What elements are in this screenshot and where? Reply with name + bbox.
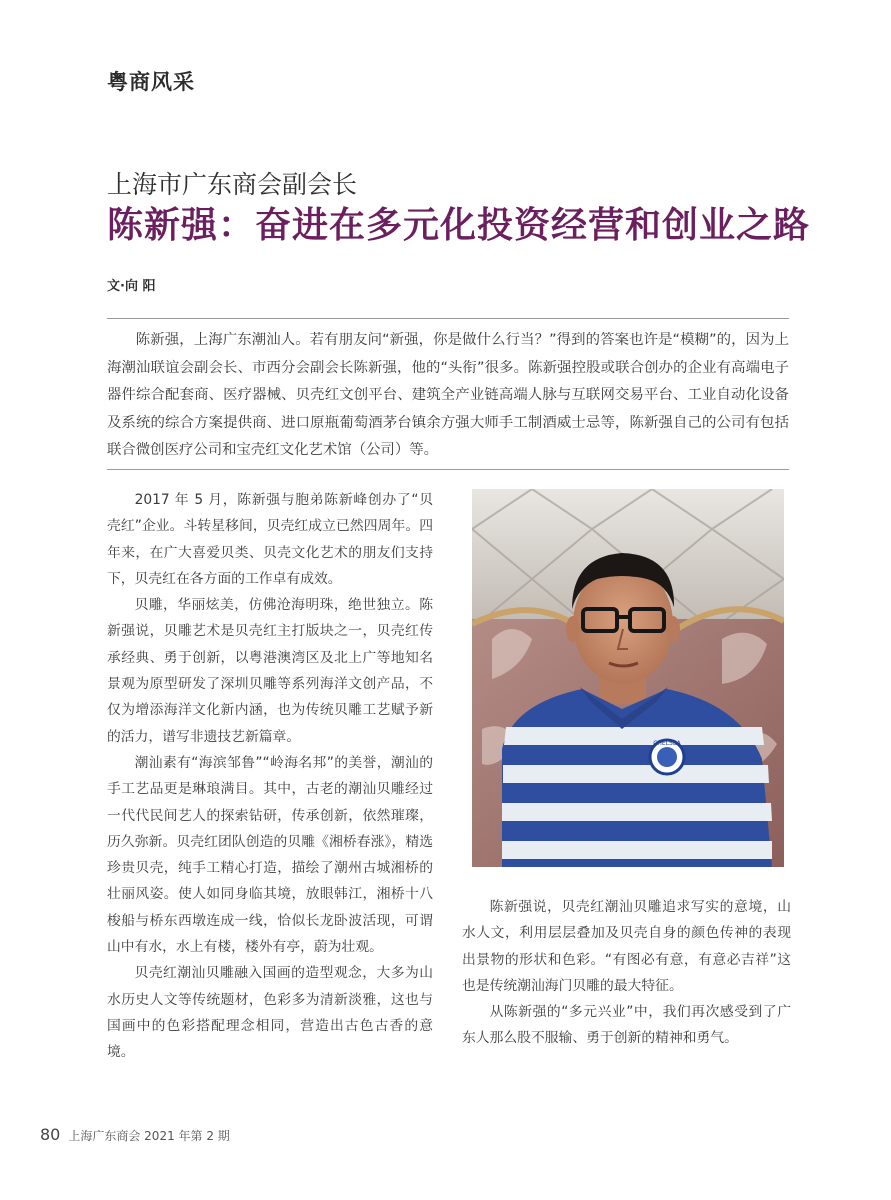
body-paragraph: 贝雕，华丽炫美，仿佛沧海明珠，绝世独立。陈新强说，贝雕艺术是贝壳红主打版块之一，贝壳红传承经典、勇于创新，以粤港澳湾区及北上广等地知名景观为原型研发了深圳贝雕等系列海洋文创产品，不仅为增添海洋文化新内涵，也为传统贝雕工艺赋予新的活力，谱写非遗技艺新篇章。: [107, 597, 433, 745]
article-subtitle: 上海市广东商会副会长: [107, 170, 358, 199]
portrait-photo: [472, 489, 784, 867]
intro-bottom-rule: [107, 469, 789, 470]
body-paragraph: 潮汕素有“海滨邹鲁”“岭海名邦”的美誉，潮汕的手工艺品更是琳琅满目。其中，古老的潮汕贝雕经过一代代民间艺人的探索钻研，传承创新，依然璀璨，历久弥新。贝壳红团队创造的贝雕《湘桥春涨》，精选珍贵贝壳，纯手工精心打造，描绘了潮州古城湘桥的壮丽风姿。使人如同身临其境，放眼韩江，湘桥十八梭船与桥东西墩连成一线，恰似长龙卧波活现，可谓山中有水，水上有楼，楼外有亭，蔚为壮观。: [107, 754, 433, 956]
intro-top-rule: [107, 318, 789, 319]
page-number: 80: [40, 1125, 61, 1144]
section-label: 粤商风采: [107, 70, 195, 94]
body-paragraph: 从陈新强的“多元兴业”中，我们再次感受到了广东人那么股不服输、勇于创新的精神和勇气。: [462, 1004, 791, 1047]
badge-text: CHELSEA: [653, 740, 681, 747]
article-title: 陈新强：奋进在多元化投资经营和创业之路: [107, 205, 811, 246]
publication-info: 上海广东商会 2021 年第 2 期: [68, 1129, 230, 1143]
byline: 文·向 阳: [107, 279, 156, 294]
left-column: [107, 487, 433, 1066]
intro-paragraph: 陈新强，上海广东潮汕人。若有朋友问“新强，你是做什么行当？”得到的答案也许是“模糊”的，因为上海潮汕联谊会副会长、市西分会副会长陈新强，他的“头衔”很多。陈新强控股或联合创办的企业有高端电子器件综合配套商、医疗器械、贝壳红文创平台、建筑全产业链高端人脉与互联网交易平台、工业自动化设备及系统的综合方案提供商、进口原瓶葡萄酒茅台镇余方强大师手工制酒威士忌等，陈新强自己的公司有包括联合微创医疗公司和宝壳红文化艺术馆（公司）等。: [107, 332, 789, 459]
page-footer: [40, 1125, 230, 1144]
right-column: [462, 894, 791, 1052]
body-paragraph: 陈新强说，贝壳红潮汕贝雕追求写实的意境，山水人文，利用层层叠加及贝壳自身的颜色传神的表现出景物的形状和色彩。“有图必有意，有意必吉祥”这也是传统潮汕海门贝雕的最大特征。: [462, 899, 791, 994]
body-paragraph: 2017 年 5 月，陈新强与胞弟陈新峰创办了“贝壳红”企业。斗转星移间，贝壳红成立已然四周年。四年来，在广大喜爱贝类、贝壳文化艺术的朋友们支持下，贝壳红在各方面的工作卓有成效。: [107, 492, 433, 587]
body-paragraph: 贝壳红潮汕贝雕融入国画的造型观念，大多为山水历史人文等传统题材，色彩多为清新淡雅，这也与国画中的色彩搭配理念相同，营造出古色古香的意境。: [107, 965, 433, 1061]
